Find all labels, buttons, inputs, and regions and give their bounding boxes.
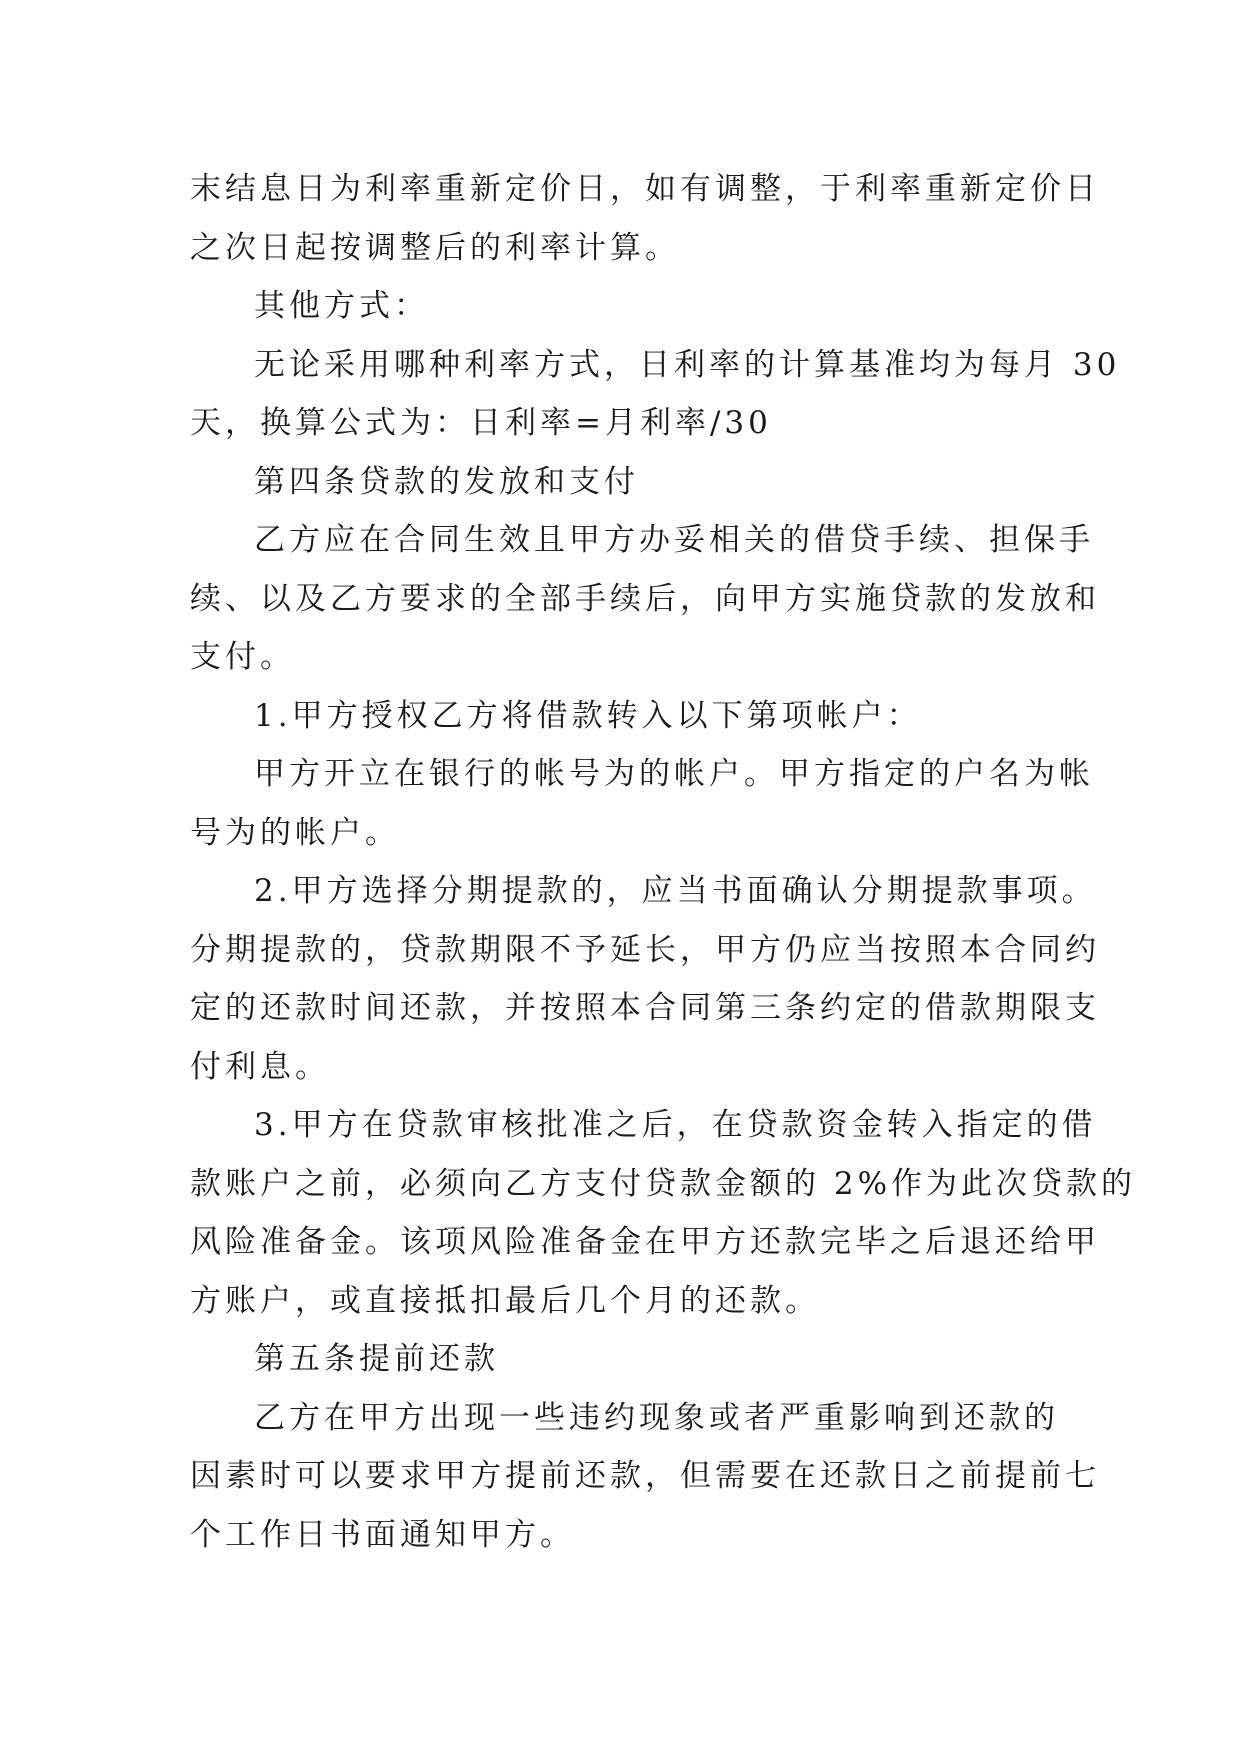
text-line: 乙方应在合同生效且甲方办妥相关的借贷手续、担保手 [254,522,1094,558]
text-line: 乙方在甲方出现一些违约现象或者严重影响到还款的 [254,1399,1059,1436]
text-line: 3.甲方在贷款审核批准之后，在贷款资金转入指定的借 [254,1107,1097,1143]
text-line: 款账户之前，必须向乙方支付贷款金额的 2%作为此次贷款的 [190,1165,1137,1202]
text-line: 号为的帐户。 [190,814,400,851]
text-line: 末结息日为利率重新定价日，如有调整，于利率重新定价日 [190,171,1100,207]
text-line: 1.甲方授权乙方将借款转入以下第项帐户： [254,697,922,734]
text-line: 甲方开立在银行的帐号为的帐户。甲方指定的户名为帐 [254,756,1094,792]
text-line: 分期提款的，贷款期限不予延长，甲方仍应当按照本合同约 [190,931,1100,968]
text-line: 续、以及乙方要求的全部手续后，向甲方实施贷款的发放和 [190,580,1100,617]
text-line: 其他方式： [254,288,429,324]
text-line: 支付。 [190,639,295,675]
text-line: 无论采用哪种利率方式，日利率的计算基准均为每月 30 [254,346,1121,383]
text-line: 天，换算公式为：日利率=月利率/30 [190,405,772,441]
section-heading: 第五条提前还款 [254,1341,499,1377]
text-line: 方账户，或直接抵扣最后几个月的还款。 [190,1282,820,1319]
text-line: 2.甲方选择分期提款的，应当书面确认分期提款事项。 [254,873,1097,909]
section-heading: 第四条贷款的发放和支付 [254,463,639,500]
text-line: 付利息。 [190,1048,330,1085]
text-line: 风险准备金。该项风险准备金在甲方还款完毕之后退还给甲 [190,1224,1100,1260]
document-body [190,160,1137,1564]
text-line: 之次日起按调整后的利率计算。 [190,229,680,266]
text-line: 因素时可以要求甲方提前还款，但需要在还款日之前提前七 [190,1458,1100,1494]
text-line: 定的还款时间还款，并按照本合同第三条约定的借款期限支 [190,990,1100,1026]
text-line: 个工作日书面通知甲方。 [190,1516,575,1553]
